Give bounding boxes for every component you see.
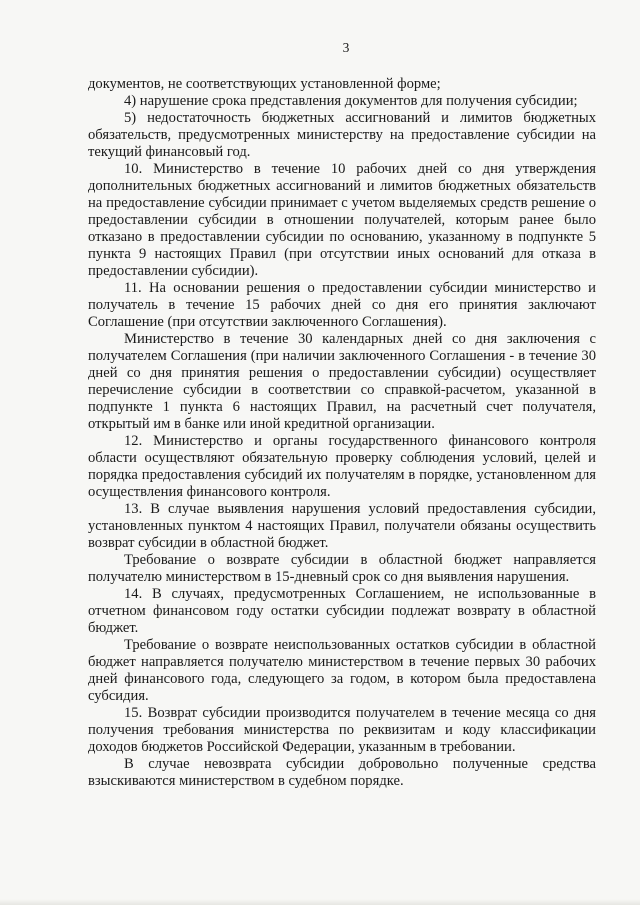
paragraph: 4) нарушение срока представления документов для получения субсидии; [124, 93, 578, 109]
paragraph: 15. Возврат субсидии производится получателем в течение месяца со дня получения требования министерства по реквизитам и коду классификации доходов бюджетов Российской Федерации, указанным в требовании. [88, 705, 596, 755]
page-number: 3 [342, 40, 350, 55]
paragraph: 14. В случаях, предусмотренных Соглашением, не использованные в отчетном финансовом году остатки субсидии подлежат возврату в областной бюджет. [88, 586, 596, 636]
document-body [88, 76, 596, 790]
paragraph: 5) недостаточность бюджетных ассигнований и лимитов бюджетных обязательств, предусмотренных министерству на предоставление субсидии на текущий финансовый год. [88, 110, 596, 160]
paragraph: 10. Министерство в течение 10 рабочих дней со дня утверждения дополнительных бюджетных ассигнований и лимитов бюджетных обязательств на предоставление субсидии принимает с учетом выделяемых средств решение о предоставлении субсидии в отношении получателей, которым ранее было отказано в предоставлении субсидии по основанию, указанному в подпункте 5 пункта 9 настоящих Правил (при отсутствии иных оснований для отказа в предоставлении субсидии). [88, 161, 596, 279]
paragraph: Требование о возврате неиспользованных остатков субсидии в областной бюджет направляется получателю министерством в течение первых 30 рабочих дней финансового года, следующего за годом, в котором была предоставлена субсидия. [88, 637, 596, 704]
paragraph: В случае невозврата субсидии добровольно полученные средства взыскиваются министерством в судебном порядке. [88, 756, 596, 789]
paragraph: документов, не соответствующих установленной форме; [88, 76, 441, 92]
paragraph: Министерство в течение 30 календарных дней со дня заключения с получателем Соглашения (при наличии заключенного Соглашения - в течение 30 дней со дня принятия решения о предоставлении субсидии) осуществляет перечисление субсидии в соответствии со справкой-расчетом, указанной в подпункте 1 пункта 6 настоящих Правил, на расчетный счет получателя, открытый им в банке или иной кредитной организации. [88, 331, 596, 432]
scan-edge [0, 899, 640, 905]
paragraph: 13. В случае выявления нарушения условий предоставления субсидии, установленных пунктом 4 настоящих Правил, получатели обязаны осуществить возврат субсидии в областной бюджет. [88, 501, 596, 551]
paragraph: 11. На основании решения о предоставлении субсидии министерство и получатель в течение 15 рабочих дней со дня его принятия заключают Соглашение (при отсутствии заключенного Соглашения). [88, 280, 596, 330]
paragraph: 12. Министерство и органы государственного финансового контроля области осуществляют обязательную проверку соблюдения условий, целей и порядка предоставления субсидий их получателям в порядке, установленном для осуществления финансового контроля. [88, 433, 596, 500]
paragraph: Требование о возврате субсидии в областной бюджет направляется получателю министерством в 15-дневный срок со дня выявления нарушения. [88, 552, 596, 585]
